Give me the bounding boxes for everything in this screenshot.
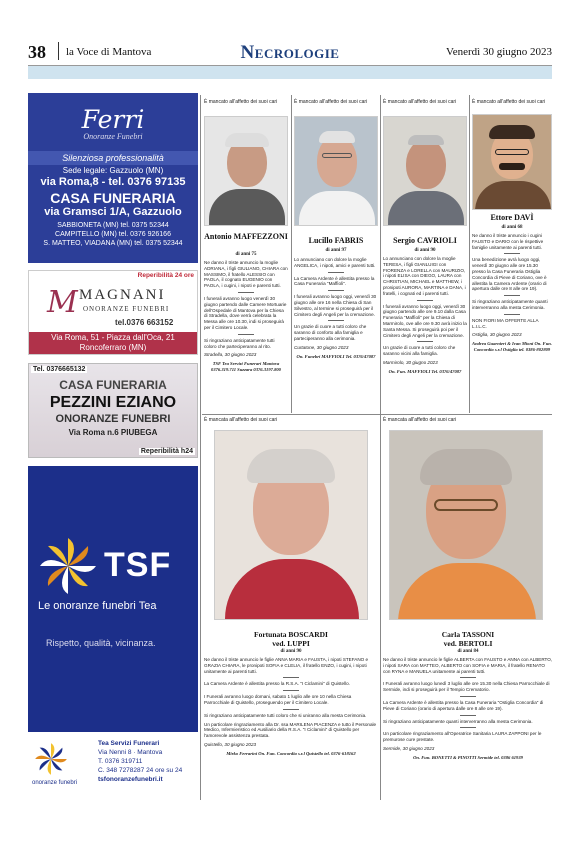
magnani-addr1: Via Roma, 51 - Piazza dall'Oca, 21 — [51, 333, 175, 342]
paragraph: Un grazie di cuore a tutti coloro che saranno di conforto alla famiglia e parteciperanno alla cerimonia. — [294, 324, 367, 341]
funeral-home: On. Fun. BONETTI & PINOTTI Sermide tel. 0386 61939 — [413, 754, 523, 760]
paragraph: I Funerali avranno luogo lunedì 3 luglio alle ore 15.30 nella Chiesa Parrocchiale di Sermide, indi si proseguirà per il Tempio Crematorio. — [383, 681, 550, 693]
ferri-bot3: S. MATTEO, VIADANA (MN) tel. 0375 52344 — [43, 240, 183, 247]
shirt-shape — [299, 191, 375, 226]
pezzini-e: Reperibilità h24 — [140, 448, 193, 455]
funeral-home: On. Fun. MAFFIOLI Tel. 0376/47087 — [388, 368, 462, 374]
paragraph: Un grazie di cuore a tutti coloro che saranno vicini alla famiglia. — [383, 345, 456, 357]
rule — [504, 253, 520, 254]
paragraph: I Funerali avranno luogo domani, sabato 1 luglio alle ore 10 nella Chiesa Parrocchiale di Quistello, proseguendo per il Cimitero Locale. — [204, 694, 352, 705]
tsf-f4: C. 348 7278287 24 ore su 24 — [98, 767, 183, 774]
obituary-body — [383, 256, 467, 375]
obituary-body — [472, 233, 552, 353]
paragraph: Lo annunciano con dolore la moglie ANGELICA, i nipoti, amici e parenti tutti. — [294, 257, 376, 268]
announce: È mancato all'affetto dei suoi cari — [204, 99, 278, 105]
pezzini-a: CASA FUNERARIA — [59, 378, 167, 392]
deceased-age: di anni 90 — [414, 248, 436, 253]
obituary — [383, 100, 467, 412]
obituary — [204, 100, 288, 412]
pezzini-c: ONORANZE FUNEBRI — [55, 413, 171, 425]
ad-ferri[interactable] — [28, 93, 198, 263]
paragraph: Si ringraziano anticipatamente quanti interverranno alla mesta Cerimonia. — [383, 718, 533, 724]
tsf-small-pinwheel-icon — [34, 742, 68, 776]
portrait-photo — [214, 430, 368, 620]
paragraph: La Camera Ardente è allestita presso la Casa Funeraria "Ostiglia Concordia" di Pieve di Coriano (orario di apertura dalle ore 8 alle ore 19). — [383, 699, 544, 711]
announce: È mancato all'affetto dei suoi cari — [383, 99, 457, 105]
funeral-home: Mirko Ferrarini On. Fun. Concordia s.r.l Quistello tel. 0376-618162 — [226, 750, 356, 756]
rule — [460, 696, 476, 697]
funeral-home: On. Funebri MAFFIOLI Tel. 0376/47087 — [296, 353, 376, 359]
shirt-shape — [388, 191, 464, 226]
rule — [504, 314, 520, 315]
portrait-photo — [472, 114, 552, 210]
place-date: Stradella, 30 giugno 2023 — [204, 352, 257, 358]
paragraph: NON FIORI MA OFFERTE ALLA L.I.L.C. — [472, 317, 539, 329]
tsf-f3: T. 0376 319711 — [98, 758, 143, 765]
shirt-shape — [398, 563, 536, 620]
magnani-name: MAGNANI — [79, 287, 166, 303]
shirt-shape — [225, 559, 359, 620]
pezzini-tel: Tel. 0376665132 — [33, 366, 86, 373]
hair-shape — [408, 135, 444, 145]
ferri-bot1: SABBIONETA (MN) tel. 0375 52344 — [57, 222, 169, 229]
rule — [283, 677, 299, 678]
hair-shape — [489, 125, 535, 139]
paragraph: Ne danno il triste annuncio le figlie ALBERTA con FAUSTO e ANNA con ALBERTO, i nipoti SARA con MATTEO, ALBERTO con SOFIA e MARIA, il fratello RENATO con RYNA e MANUELA unitamente ai parenti tutti. — [383, 657, 553, 674]
glasses-shape — [434, 499, 498, 511]
deceased-name: Carla TASSONI — [441, 630, 495, 639]
ferri-line2: via Roma,8 - tel. 0376 97135 — [40, 176, 186, 188]
ferri-bot2: CAMPITELLO (MN) tel. 0376 926166 — [55, 231, 171, 238]
obituary-body — [383, 657, 553, 761]
shirt-shape — [475, 181, 551, 210]
col-divider-1 — [291, 95, 292, 413]
paragraph: Ne danno il triste annuncio la moglie ADRIANA, i figli GIULIANO, CHIARA con MASSIMO, il fratello ALESSIO con PAOLA, il cognato EUGENIO con PAOLA, i cugini, i nipoti e parenti tutti. — [204, 260, 288, 289]
header-band — [28, 66, 552, 79]
ad-tsf[interactable] — [28, 466, 198, 800]
magnani-sub: ONORANZE FUNEBRI — [83, 305, 170, 313]
obituary-body — [294, 257, 378, 359]
rule — [417, 341, 433, 342]
obituary-body — [204, 657, 378, 757]
col-divider-3 — [469, 95, 470, 413]
glasses-shape — [495, 149, 529, 155]
magnani-tel: tel.0376 663152 — [115, 318, 174, 327]
rule — [460, 677, 476, 678]
hair-shape — [247, 449, 335, 483]
paragraph: Ne danno il triste annuncio i cugini FAUSTO e DARIO con le rispettive famiglie unitamente ai parenti tutti. — [472, 233, 544, 250]
obituary — [383, 418, 553, 800]
deceased-age: di anni 68 — [501, 225, 523, 230]
paragraph: Si ringraziano anticipatamente quanti interverranno alla mesta Cerimonia. — [472, 299, 548, 310]
tsf-pinwheel-icon — [38, 536, 98, 596]
place-date: Sermide, 30 giugno 2023 — [383, 745, 435, 751]
tsf-f5: tsfonoranzefunebri.it — [98, 776, 163, 783]
magnani-logo-icon: M — [47, 285, 78, 320]
funeral-home: Andrea Guarnieri & Ivan Mioni On. Fun. Concordia s.r.l Ostiglia tel. 0386-802809 — [472, 341, 552, 352]
ferri-line1: Sede legale: Gazzuolo (MN) — [62, 166, 164, 175]
rule — [460, 715, 476, 716]
paragraph: Si ringraziano anticipatamente tutti coloro che si uniranno alla mesta Cerimonia. — [204, 712, 367, 718]
rule — [328, 320, 344, 321]
tsf-logo: TSF — [104, 546, 172, 584]
tsf-small-text: onoranze funebri — [32, 780, 78, 786]
face-shape — [406, 139, 446, 189]
funeral-home: TSF Tea Servizi Funerari Mantova 0376.319.711 Suzzara 0376.3197.800 — [211, 361, 281, 372]
col-divider-2 — [380, 95, 381, 800]
portrait-photo — [294, 116, 378, 226]
ferri-subtitle: Onoranze Funebri — [83, 132, 143, 141]
issue-date: Venerdì 30 giugno 2023 — [445, 46, 552, 58]
section-title: Necrologie — [240, 42, 340, 63]
ad-magnani[interactable] — [28, 270, 198, 355]
obituary-body — [204, 260, 288, 373]
pezzini-d: Via Roma n.6 PIUBEGA — [68, 428, 158, 437]
paragraph: Un particolare ringraziamento alla Dr. ssa MARILENA PIACENZA e tutto il Personale Medico, Infermieristico ed Ausiliario della R.S.A. "I Ciclamini" di Quistello per l'amorevole assistenza prestata. — [204, 721, 377, 739]
rule — [238, 292, 254, 293]
paragraph: Lo annunciano con dolore la moglie TERESA, i figli GIANLUIGI con FIORENZA e LORELLA con MAURIZIO, i nipoti ELISA con DIEGO, LAURA con CHRISTIAN, MICHAEL e MATTHEW, i pronipoti AURORA, MARTINA e DANA, i fratelli, i cognati ed i parenti tutti. — [383, 256, 466, 296]
announce: È mancato all'affetto dei suoi cari — [294, 99, 368, 105]
beard-shape — [499, 163, 525, 170]
hair-shape — [319, 131, 355, 143]
glasses-shape — [322, 153, 352, 158]
deceased-name: Ettore DAVÌ — [490, 213, 534, 222]
paragraph: Si ringraziano anticipatamente tutti coloro che parteciperanno al rito. — [204, 337, 275, 349]
rule — [328, 290, 344, 291]
rule — [283, 709, 299, 710]
paragraph: Ne danno il triste annuncio le figlie ANNA MARIA e FAUSTA, i nipoti STEFANO e GRAZIA CHIARA, le pronipoti SOFIA e CLELIA, il fratello ENZO, i cugini, i nipoti unitamente ai parenti tutti. — [204, 657, 369, 674]
tsf-tagline: Le onoranze funebri Tea — [38, 600, 157, 612]
hair-shape — [225, 133, 269, 147]
obituary — [294, 100, 378, 412]
page-number: 38 — [28, 42, 46, 62]
paragraph: Una benedizione avrà luogo oggi, venerdì 30 giugno alle ore 15.30 presso la Casa Funeraria Ostiglia Concordia di Pieve di Coriano, ove è allestita la Camera Ardente (orario di apertura dalle ore 8 alle ore 19). — [472, 257, 547, 292]
ads-divider — [200, 95, 201, 800]
deceased-name-married: ved. BERTOLI — [443, 639, 493, 648]
deceased-name: Sergio CAVRIOLI — [393, 236, 457, 245]
obituary — [204, 418, 378, 800]
deceased-age: di anni 75 — [235, 252, 257, 257]
rule — [283, 690, 299, 691]
ferri-big2: via Gramsci 1/A, Gazzuolo — [44, 206, 182, 218]
announce: È mancato all'affetto dei suoi cari — [472, 99, 546, 105]
newspaper-name: la Voce di Mantova — [66, 46, 152, 58]
announce: È mancata all'affetto dei suoi cari — [383, 417, 457, 423]
tsf-f2: Via Nenni 8 · Mantova — [98, 749, 163, 756]
row-divider — [202, 414, 552, 415]
pezzini-b: PEZZINI EZIANO — [49, 394, 177, 411]
paragraph: I funerali avranno luogo oggi, venerdì 30 giugno alle ore 16 nella Chiesa di San Silvestro, al termine si proseguirà per il Cimitero degli Angeli per la cremazione. — [294, 294, 377, 317]
rule — [504, 295, 520, 296]
page-header — [28, 40, 552, 66]
portrait-photo — [204, 116, 288, 226]
magnani-addr2: Roncoferraro (MN) — [79, 343, 147, 352]
place-date: Marmirolo, 30 giugno 2023 — [383, 359, 438, 365]
place-date: Quistello, 30 giugno 2023 — [204, 741, 257, 747]
tsf-footer — [28, 732, 198, 800]
portrait-photo — [389, 430, 543, 620]
ferri-big1: CASA FUNERARIA — [50, 190, 176, 206]
paragraph: I funerali avranno luogo oggi, venerdì 30 giugno partendo alle ore 9.10 dalla Casa Funeraria "Maffioli" per la Chiesa di Marmirolo, ove alle ore 9.30 avrà inizio la Santa Messa. Si proseguirà poi per il Cimitero degli Angeli per la cremazione. — [383, 303, 467, 338]
portrait-photo — [383, 116, 467, 226]
ads-column — [28, 93, 198, 800]
deceased-age: di anni 90 — [280, 649, 302, 654]
paragraph: Un particolare ringraziamento all'Operatrice Sanitaria LAURA ZAPPONI per le premurose cure prestate. — [383, 731, 542, 743]
place-date: Curtatone, 30 giugno 2023 — [294, 344, 349, 350]
magnani-reperibilita: Reperibilità 24 ore — [137, 272, 194, 279]
ferri-logo: Ferri — [81, 105, 145, 134]
rule — [328, 272, 344, 273]
deceased-age: di anni 84 — [457, 649, 479, 654]
hair-shape — [420, 449, 512, 485]
paragraph: I funerali avranno luogo venerdì 30 giugno partendo dalle Camere Mortuarie dell'Ospedale di Mantova per la Chiesa di Stradella, dove verrà celebrata la Messa alle ore 10.30, indi si proseguirà per il Cimitero Locale. — [204, 295, 287, 330]
deceased-name: Lucillo FABRIS — [308, 236, 364, 245]
rule — [238, 334, 254, 335]
announce: È mancata all'affetto dei suoi cari — [204, 417, 278, 423]
rule — [417, 300, 433, 301]
place-date: Ostiglia, 30 giugno 2023 — [472, 332, 522, 338]
paragraph: La Camera Ardente è allestita presso la Casa Funeraria "Maffioli". — [294, 275, 375, 287]
ad-pezzini[interactable] — [28, 363, 198, 458]
deceased-age: di anni 97 — [325, 248, 347, 253]
shirt-shape — [209, 189, 285, 226]
obituary — [472, 100, 552, 412]
magnani-address — [29, 332, 197, 354]
deceased-name-married: ved. LUPPI — [272, 639, 310, 648]
deceased-name: Antonio MAFFEZZONI — [204, 232, 288, 241]
ferri-motto: Silenziosa professionalità — [28, 151, 198, 165]
rule — [460, 727, 476, 728]
deceased-name: Fortunata BOSCARDI — [254, 630, 328, 639]
paragraph: La Camera Ardente è allestita presso la R.S.A. "I Ciclamini" di Quistello. — [204, 681, 350, 687]
tsf-slogan: Rispetto, qualità, vicinanza. — [46, 638, 156, 648]
tsf-f1: Tea Servizi Funerari — [98, 740, 160, 747]
